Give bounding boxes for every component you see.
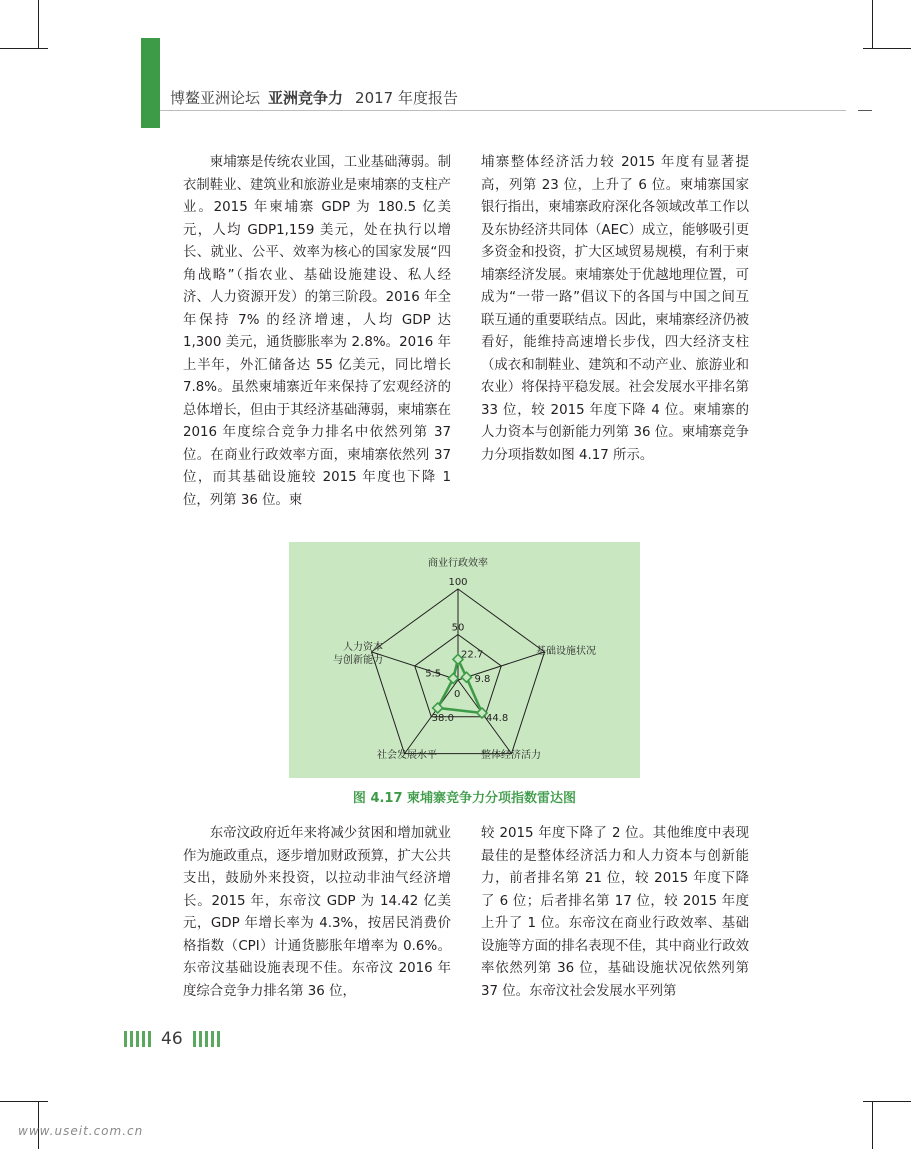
radar-axis-label: 商业行政效率 xyxy=(428,558,488,569)
header-year-report: 2017 年度报告 xyxy=(355,89,458,107)
header-rule-tick xyxy=(858,110,872,111)
crop-mark xyxy=(38,0,39,48)
body-column-3: 东帝汶政府近年来将减少贫困和增加就业作为施政重点，逐步增加财政预算，扩大公共支出，鼓励外来投资，以拉动非油气经济增长。2015 年，东帝汶 GDP 为 14.42 亿美元，GDP 年增长率为 4.3%，按居民消费价格指数（CPI）计通货膨胀年增率为 0.6%。东帝汶基础设施表现不佳。东帝汶 2016 年度综合竞争力排名第 36 位， xyxy=(183,826,451,999)
radar-chart-svg xyxy=(289,542,640,778)
page-footer xyxy=(124,1029,220,1049)
figure-caption: 图 4.17 柬埔寨竞争力分项指数雷达图 xyxy=(352,791,577,806)
radar-chart xyxy=(289,542,640,778)
radar-tick-label: 0 xyxy=(454,689,461,700)
radar-point xyxy=(433,703,443,713)
radar-axis-label: 整体经济活力 xyxy=(481,750,541,761)
radar-axis-label: 基础设施状况 xyxy=(536,646,596,657)
radar-tick-label: 100 xyxy=(448,577,468,588)
crop-mark xyxy=(863,48,911,49)
body-column-4: 较 2015 年度下降了 2 位。其他维度中表现最佳的是整体经济活力和人力资本与创新能力，前者排名第 21 位，较 2015 年度下降了 6 位；后者排名第 17 位，较 2015 年度上升了 1 位。东帝汶在商业行政效率、基础设施等方面的排名表现不佳，其中商业行政效率依然列第 36 位，基础设施状况依然列第 37 位。东帝汶社会发展水平列第 xyxy=(481,826,749,999)
radar-value-label: 22.7 xyxy=(461,649,484,661)
crop-mark xyxy=(863,1101,911,1102)
header-accent-bar xyxy=(141,38,160,128)
body-column-1: 柬埔寨是传统农业国，工业基础薄弱。制衣制鞋业、建筑业和旅游业是柬埔寨的支柱产业。2015 年柬埔寨 GDP 为 180.5 亿美元，人均 GDP1,159 美元，处在执行以增长、就业、公平、效率为核心的国家发展“四角战略”（指农业、基础设施建设、私人经济、人力资源开发）的第三阶段。2016 年全年保持 7% 的经济增速，人均 GDP 达 1,300 美元，通货膨胀率为 2.8%。2016 年上半年，外汇储备达 55 亿美元，同比增长 7.8%。虽然柬埔寨近年来保持了宏观经济的总体增长，但由于其经济基础薄弱，柬埔寨在 2016 年度综合竞争力排名中依然列第 37 位。在商业行政效率方面，柬埔寨依然列 37 位，而其基础设施较 2015 年度也下降 1 位，列第 36 位。柬 xyxy=(183,155,451,508)
crop-mark xyxy=(0,48,48,49)
radar-series-line xyxy=(438,659,482,713)
crop-mark xyxy=(0,1101,48,1102)
header-rule xyxy=(160,110,846,111)
header-forum: 博鳌亚洲论坛 xyxy=(170,89,261,107)
footer-stripes-right xyxy=(193,1031,220,1047)
crop-mark xyxy=(872,0,873,48)
page-number: 46 xyxy=(161,1029,183,1049)
header-report-name: 亚洲竞争力 xyxy=(268,89,344,107)
radar-tick-label: 50 xyxy=(451,622,465,634)
watermark: www.useit.com.cn xyxy=(18,1124,144,1138)
radar-value-label: 44.8 xyxy=(485,712,509,724)
radar-axis-label: 人力资本 xyxy=(343,642,383,653)
radar-spoke xyxy=(371,652,458,680)
radar-value-label: 38.0 xyxy=(431,712,454,724)
radar-axis-label: 社会发展水平 xyxy=(377,750,437,761)
footer-stripes-left xyxy=(124,1031,151,1047)
radar-axis-label: 与创新能力 xyxy=(333,655,383,666)
radar-value-label: 5.5 xyxy=(425,668,442,680)
radar-point xyxy=(461,672,471,682)
body-column-2: 埔寨整体经济活力较 2015 年度有显著提高，列第 23 位，上升了 6 位。柬埔寨国家银行指出，柬埔寨政府深化各领域改革工作以及东协经济共同体（AEC）成立，能够吸引更多资金和投资，扩大区域贸易规模，有利于柬埔寨经济发展。柬埔寨处于优越地理位置，可成为“一带一路”倡议下的各国与中国之间互联互通的重要联结点。因此，柬埔寨经济仍被看好，能维持高速增长步伐，四大经济支柱（成衣和制鞋业、建筑和不动产业、旅游业和农业）将保持平稳发展。社会发展水平排名第 33 位，较 2015 年度下降 4 位。柬埔寨的人力资本与创新能力列第 36 位。柬埔寨竞争力分项指数如图 4.17 所示。 xyxy=(481,155,750,463)
radar-value-label: 9.8 xyxy=(474,674,491,686)
running-header xyxy=(170,87,458,108)
crop-mark xyxy=(872,1101,873,1149)
